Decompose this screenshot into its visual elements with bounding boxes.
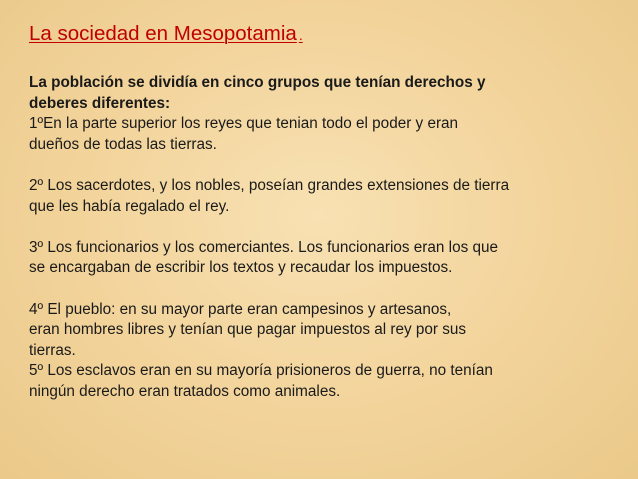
- intro-paragraph: [29, 73, 624, 114]
- slide-title: [29, 22, 303, 46]
- group-2-line: 2º Los sacerdotes, y los nobles, poseían grandes extensiones de tierra: [29, 176, 510, 194]
- paragraph-spacer: [29, 155, 624, 176]
- intro-line: deberes diferentes:: [29, 94, 171, 112]
- group-3-paragraph: [29, 238, 624, 279]
- group-1-line: 1ºEn la parte superior los reyes que tenian todo el poder y eran: [29, 115, 459, 133]
- group-1-paragraph: [29, 114, 624, 155]
- group-5-paragraph: [29, 361, 624, 402]
- group-5-line: 5º Los esclavos eran en su mayoría prisioneros de guerra, no tenían: [29, 362, 493, 380]
- intro-line: La población se dividía en cinco grupos que tenían derechos y: [29, 74, 486, 91]
- paragraph-spacer: [29, 217, 624, 238]
- slide-body: [29, 73, 624, 403]
- group-4-line: eran hombres libres y tenían que pagar impuestos al rey por sus: [29, 321, 467, 339]
- slide-title-text: La sociedad en Mesopotamia: [29, 22, 297, 45]
- group-1-line: dueños de todas las tierras.: [29, 135, 217, 153]
- group-4-line: tierras.: [29, 341, 76, 359]
- group-4-paragraph: [29, 300, 624, 362]
- group-3-line: 3º Los funcionarios y los comerciantes. Los funcionarios eran los que: [29, 238, 498, 256]
- group-2-line: que les había regalado el rey.: [29, 197, 230, 215]
- group-4-line: 4º El pueblo: en su mayor parte eran campesinos y artesanos,: [29, 300, 452, 318]
- group-5-line: ningún derecho eran tratados como animales.: [29, 382, 341, 400]
- group-2-paragraph: [29, 176, 624, 217]
- group-3-line: se encargaban de escribir los textos y recaudar los impuestos.: [29, 259, 453, 277]
- paragraph-spacer: [29, 279, 624, 300]
- slide-title-period: .: [298, 27, 303, 43]
